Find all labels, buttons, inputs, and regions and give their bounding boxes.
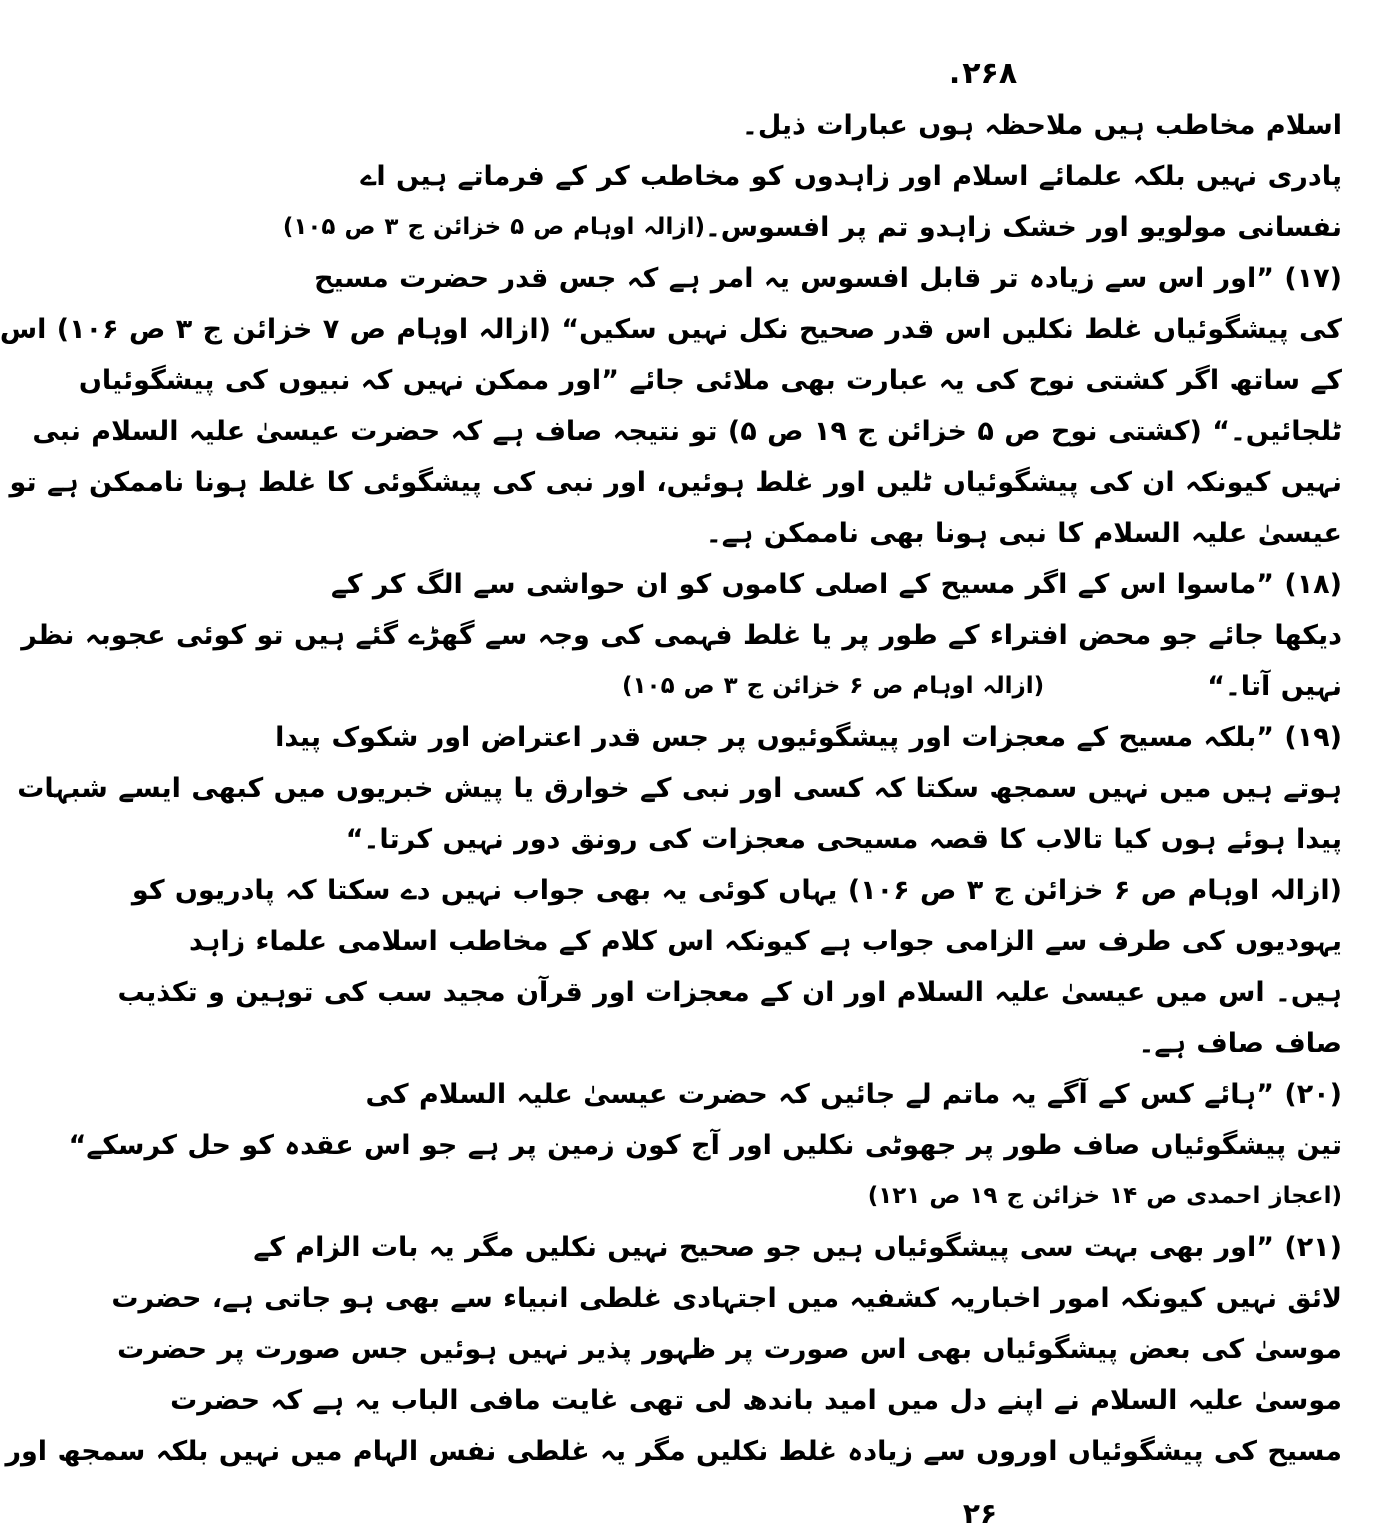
text-line: پیدا ہوئے ہوں کیا تالاب کا قصہ مسیحی معجزات کی رونق دور نہیں کرتا۔“: [345, 824, 1342, 855]
text-line: (۱۹) ”بلکہ مسیح کے معجزات اور پیشگوئیوں پر جس قدر اعتراض اور شکوک پیدا: [275, 722, 1342, 753]
page-header-number: [560, 56, 1400, 91]
header-number-text: ۲۶۸: [962, 56, 1018, 91]
text-line: یہودیوں کی طرف سے الزامی جواب ہے کیونکہ اس کلام کے مخاطب اسلامی علماء زاہد: [188, 926, 1342, 957]
reference-citation: (ازالہ اوہام ص ۵ خزائن ج ۳ ص ۱۰۵): [282, 214, 705, 240]
text-line: صاف صاف ہے۔: [1138, 1028, 1342, 1059]
header-dot: .: [948, 56, 963, 91]
text-line: [622, 661, 1342, 712]
text-line: تین پیشگوئیاں صاف طور پر جھوٹی نکلیں اور آج کون زمین پر ہے جو اس عقدہ کو حل کرسکے“: [68, 1130, 1342, 1161]
page-body-text: [0, 100, 1342, 1477]
page-footer-number: ۲۶: [962, 1497, 998, 1530]
text-line: اسلام مخاطب ہیں ملاحظہ ہوں عبارات ذیل۔: [742, 110, 1342, 141]
text-line: ہیں۔ اس میں عیسیٰ علیہ السلام اور ان کے معجزات اور قرآن مجید سب کی توہین و تکذیب: [117, 977, 1342, 1008]
text-line: لائق نہیں کیونکہ امور اخباریہ کشفیہ میں اجتہادی غلطی انبیاء سے بھی ہو جاتی ہے، حضرت: [111, 1283, 1342, 1314]
text-line: موسیٰ علیہ السلام نے اپنے دل میں امید باندھ لی تھی غایت مافی الباب یہ ہے کہ حضرت: [170, 1385, 1342, 1416]
text-line-main: نہیں آتا۔“: [1207, 671, 1342, 702]
text-line: (۲۱) ”اور بھی بہت سی پیشگوئیاں ہیں جو صحیح نہیں نکلیں مگر یہ بات الزام کے: [253, 1232, 1342, 1263]
text-line: (۲۰) ”ہائے کس کے آگے یہ ماتم لے جائیں کہ حضرت عیسیٰ علیہ السلام کی: [365, 1079, 1342, 1110]
text-line-main: نفسانی مولویو اور خشک زاہدو تم پر افسوس۔: [704, 212, 1342, 243]
reference-citation: (اعجاز احمدی ص ۱۴ خزائن ج ۱۹ ص ۱۲۱): [867, 1183, 1342, 1209]
text-line: ہوتے ہیں میں نہیں سمجھ سکتا کہ کسی اور نبی کے خوارق یا پیش خبریوں میں کبھی ایسے شبہات: [17, 773, 1342, 804]
text-line: مسیح کی پیشگوئیاں اوروں سے زیادہ غلط نکلیں مگر یہ غلطی نفس الہام میں نہیں بلکہ سمجھ اور: [5, 1436, 1342, 1467]
text-line: کے ساتھ اگر کشتی نوح کی یہ عبارت بھی ملائی جائے ”اور ممکن نہیں کہ نبیوں کی پیشگوئیاں: [78, 365, 1342, 396]
text-line: دیکھا جائے جو محض افتراء کے طور پر یا غلط فہمی کی وجہ سے گھڑے گئے ہیں تو کوئی عجوبہ نظر: [21, 620, 1342, 651]
text-line: کی پیشگوئیاں غلط نکلیں اس قدر صحیح نکل نہیں سکیں“ (ازالہ اوہام ص ۷ خزائن ج ۳ ص ۱۰۶) اس: [0, 314, 1342, 345]
text-line: (۱۸) ”ماسوا اس کے اگر مسیح کے اصلی کاموں کو ان حواشی سے الگ کر کے: [330, 569, 1342, 600]
text-line: [282, 202, 1342, 253]
text-line: (ازالہ اوہام ص ۶ خزائن ج ۳ ص ۱۰۶) یہاں کوئی یہ بھی جواب نہیں دے سکتا کہ پادریوں کو: [131, 875, 1342, 906]
text-line: (۱۷) ”اور اس سے زیادہ تر قابل افسوس یہ امر ہے کہ جس قدر حضرت مسیح: [314, 263, 1342, 294]
reference-citation: (ازالہ اوہام ص ۶ خزائن ج ۳ ص ۱۰۵): [622, 673, 1045, 699]
text-line: عیسیٰ علیہ السلام کا نبی ہونا بھی ناممکن ہے۔: [705, 518, 1342, 549]
text-line: موسیٰ کی بعض پیشگوئیاں بھی اس صورت پر ظہور پذیر نہیں ہوئیں جس صورت پر حضرت: [117, 1334, 1342, 1365]
text-line: نہیں کیونکہ ان کی پیشگوئیاں ٹلیں اور غلط ہوئیں، اور نبی کی پیشگوئی کا غلط ہونا ناممکن ہے تو: [9, 467, 1342, 498]
text-line: پادری نہیں بلکہ علمائے اسلام اور زاہدوں کو مخاطب کر کے فرماتے ہیں اے: [360, 161, 1342, 192]
text-line: ٹلجائیں۔“ (کشتی نوح ص ۵ خزائن ج ۱۹ ص ۵) تو نتیجہ صاف ہے کہ حضرت عیسیٰ علیہ السلام نبی: [32, 416, 1342, 447]
